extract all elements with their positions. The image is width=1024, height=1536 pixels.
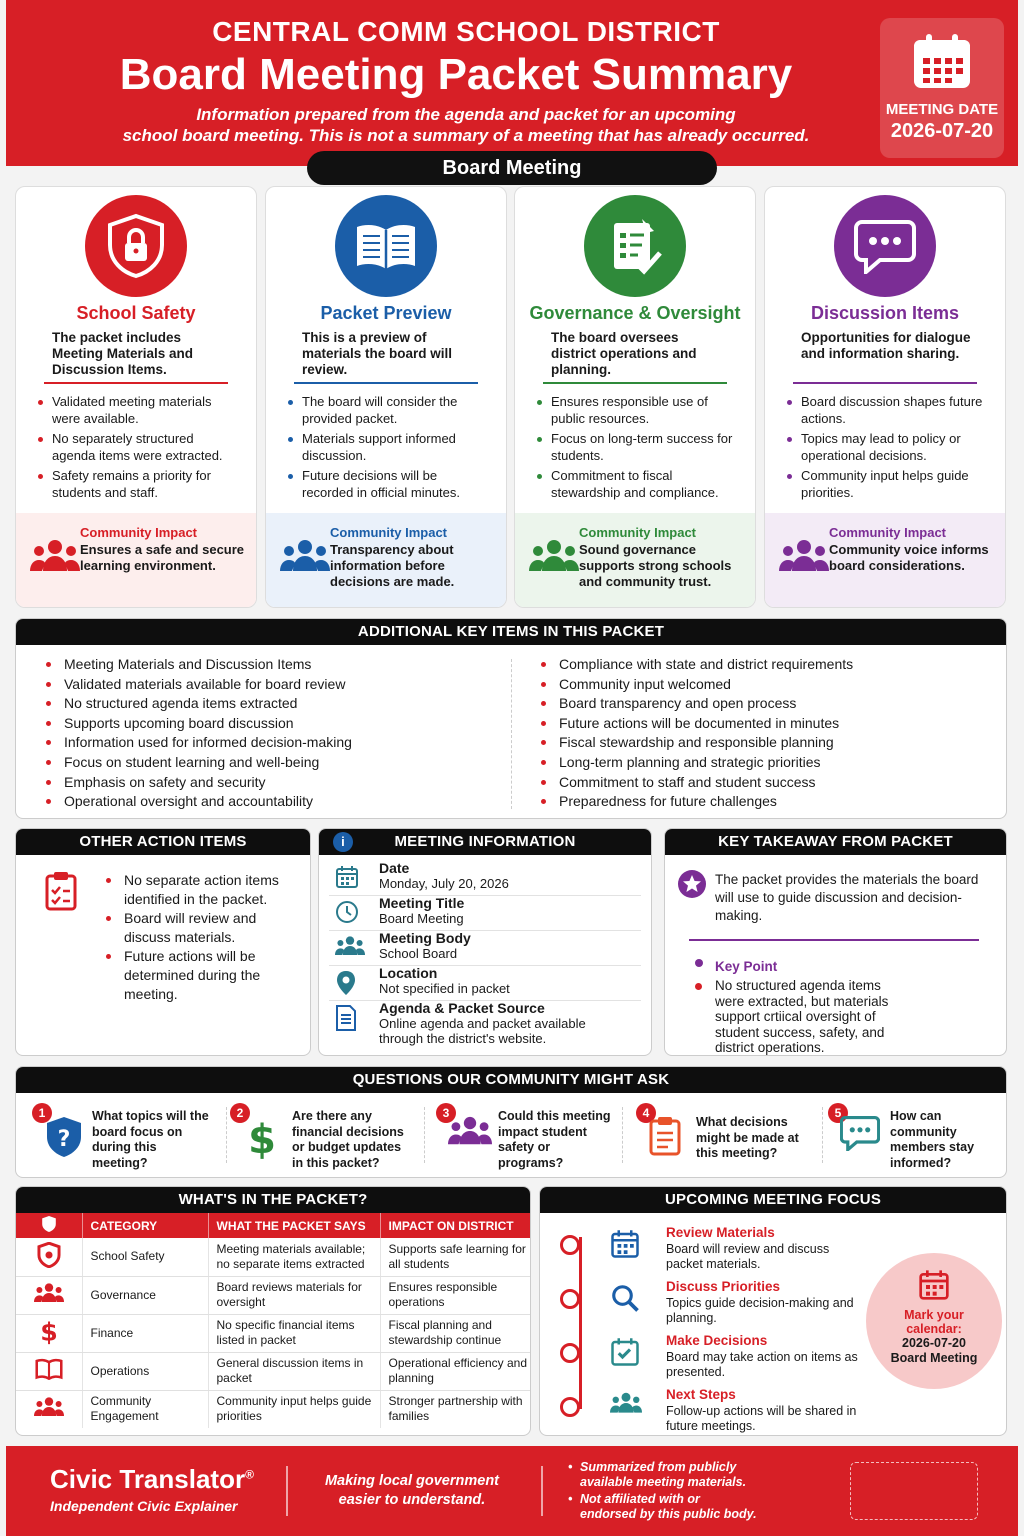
people-icon bbox=[280, 539, 330, 573]
impact-text: Community voice informs board considerations. bbox=[829, 542, 989, 573]
additional-right-list bbox=[541, 655, 991, 812]
section-title: ADDITIONAL KEY ITEMS IN THIS PACKET bbox=[16, 619, 1006, 645]
reminder-text: Mark your bbox=[904, 1308, 964, 1322]
card-bullets bbox=[765, 394, 1005, 501]
card-icon-circle bbox=[85, 195, 187, 297]
card-icon-circle bbox=[335, 195, 437, 297]
list-item: Compliance with state and district requirements bbox=[541, 655, 991, 675]
open-book-icon bbox=[35, 1358, 63, 1380]
action-items-list bbox=[106, 871, 296, 1004]
row-icon-cell bbox=[16, 1352, 82, 1390]
card-governance bbox=[514, 186, 756, 608]
reminder-text: calendar: bbox=[906, 1322, 962, 1336]
board-meeting-pill: Board Meeting bbox=[307, 151, 717, 185]
table-cell: Operational efficiency and planning bbox=[380, 1352, 530, 1390]
list-item: Validated meeting materials were available. bbox=[52, 394, 240, 427]
section-title: WHAT'S IN THE PACKET? bbox=[16, 1187, 530, 1213]
document-icon bbox=[335, 1005, 357, 1031]
list-item: Ensures responsible use of public resources. bbox=[551, 394, 739, 427]
info-label: Agenda & Packet Source bbox=[379, 1000, 545, 1016]
table-row bbox=[16, 1314, 530, 1352]
focus-text: Board will review and discuss packet materials. bbox=[666, 1242, 830, 1271]
additional-key-items bbox=[15, 618, 1007, 819]
footer-note: • Not affiliated with or endorsed by this public body. bbox=[580, 1492, 820, 1522]
impact-text: Transparency about information before decisions are made. bbox=[330, 542, 455, 589]
timeline-dot bbox=[560, 1397, 580, 1417]
footer-divider bbox=[541, 1466, 543, 1516]
card-divider bbox=[44, 382, 228, 384]
focus-title: Discuss Priorities bbox=[666, 1279, 781, 1294]
card-divider bbox=[793, 382, 977, 384]
focus-item bbox=[560, 1225, 880, 1275]
page-title: Board Meeting Packet Summary bbox=[119, 50, 793, 99]
focus-title: Review Materials bbox=[666, 1225, 775, 1240]
table-cell: Governance bbox=[82, 1276, 208, 1314]
list-item: Materials support informed discussion. bbox=[302, 431, 490, 464]
card-title: Governance & Oversight bbox=[529, 303, 741, 323]
list-item: Board discussion shapes future actions. bbox=[801, 394, 989, 427]
list-item: Preparedness for future challenges bbox=[541, 792, 991, 812]
list-item: Future actions will be determined during the meeting. bbox=[106, 947, 296, 1004]
header-banner bbox=[6, 0, 1018, 166]
info-icon: i bbox=[333, 832, 353, 852]
question-text: Are there any financial decisions or budget updates in this packet? bbox=[292, 1109, 404, 1170]
info-row-source bbox=[329, 1001, 641, 1051]
column-header: IMPACT ON DISTRICT bbox=[380, 1213, 530, 1238]
meeting-info-rows bbox=[319, 855, 651, 1051]
community-impact bbox=[765, 513, 1005, 607]
footer-divider bbox=[286, 1466, 288, 1516]
upcoming-meeting-focus bbox=[539, 1186, 1007, 1436]
svg-text:$: $ bbox=[39, 1317, 58, 1345]
question-item bbox=[32, 1103, 232, 1170]
question-number: 5 bbox=[828, 1103, 848, 1123]
header-icon-cell bbox=[16, 1213, 82, 1238]
card-lead: Opportunities for dialogue and information sharing. bbox=[801, 330, 971, 361]
people-icon bbox=[34, 1282, 64, 1304]
takeaway-text: The packet provides the materials the board will use to guide discussion and decision-making. bbox=[715, 872, 979, 923]
list-item: Focus on student learning and well-being bbox=[46, 753, 506, 773]
checklist-icon bbox=[606, 215, 664, 277]
focus-title: Make Decisions bbox=[666, 1333, 768, 1348]
list-item: No separate action items identified in the packet. bbox=[106, 871, 296, 909]
question-text: How can community members stay informed? bbox=[890, 1109, 975, 1170]
calendar-icon bbox=[610, 1229, 640, 1259]
other-action-items bbox=[15, 828, 311, 1056]
brand-text: Civic Translator bbox=[50, 1464, 246, 1494]
shield-question-icon bbox=[44, 1115, 84, 1159]
people-icon bbox=[34, 1396, 64, 1418]
subtitle-line: Information prepared from the agenda and packet for an upcoming bbox=[196, 105, 736, 124]
table-cell: Ensures responsible operations bbox=[380, 1276, 530, 1314]
list-item: Supports upcoming board discussion bbox=[46, 714, 506, 734]
table-cell: Meeting materials available; no separate items extracted bbox=[208, 1238, 380, 1276]
list-item: Fiscal stewardship and responsible planning bbox=[541, 733, 991, 753]
list-item: Operational oversight and accountability bbox=[46, 792, 506, 812]
note-line: endorsed by this public body. bbox=[580, 1507, 757, 1521]
meeting-date-box bbox=[880, 18, 1004, 158]
key-point-label: Key Point bbox=[715, 959, 778, 974]
card-icon-circle bbox=[834, 195, 936, 297]
list-item: Validated materials available for board review bbox=[46, 675, 506, 695]
list-item: Long-term planning and strategic priorities bbox=[541, 753, 991, 773]
timeline-dot bbox=[560, 1289, 580, 1309]
card-bullets bbox=[515, 394, 755, 501]
table-cell: Stronger partnership with families bbox=[388, 1394, 523, 1424]
key-point-bullet bbox=[695, 983, 702, 990]
info-label: Location bbox=[379, 965, 438, 981]
info-label: Meeting Body bbox=[379, 930, 471, 946]
additional-left-list bbox=[46, 655, 506, 812]
calendar-icon bbox=[335, 865, 359, 889]
footer-mission bbox=[302, 1472, 522, 1510]
community-impact bbox=[266, 513, 506, 607]
check-calendar-icon bbox=[610, 1337, 640, 1367]
note-line: Not affiliated with or bbox=[580, 1492, 700, 1506]
reminder-event: Board Meeting bbox=[890, 1351, 978, 1365]
list-item: Community input helps guide priorities. bbox=[801, 468, 989, 501]
card-lead: The packet includes Meeting Materials and Discussion Items. bbox=[52, 330, 194, 377]
takeaway-divider bbox=[689, 939, 979, 941]
district-name: CENTRAL COMM SCHOOL DISTRICT bbox=[212, 16, 720, 47]
note-line: available meeting materials. bbox=[580, 1475, 747, 1489]
page-subtitle bbox=[66, 104, 866, 146]
star-icon bbox=[677, 869, 707, 899]
packet-table-section bbox=[15, 1186, 531, 1436]
question-text: What topics will the board focus on during this meeting? bbox=[92, 1109, 209, 1170]
card-title: School Safety bbox=[76, 303, 196, 323]
card-bullets bbox=[16, 394, 256, 501]
impact-title: Community Impact bbox=[80, 525, 198, 540]
focus-title: Next Steps bbox=[666, 1387, 736, 1402]
list-item: Board will review and discuss materials. bbox=[106, 909, 296, 947]
card-discussion-items bbox=[764, 186, 1006, 608]
key-point-text: No structured agenda items were extracted, but materials support crtiical oversight of student success, safety, and district operations. bbox=[715, 978, 889, 1055]
question-number: 1 bbox=[32, 1103, 52, 1123]
list-item: Topics may lead to policy or operational decisions. bbox=[801, 431, 989, 464]
column-divider bbox=[511, 659, 512, 809]
section-title: QUESTIONS OUR COMMUNITY MIGHT ASK bbox=[16, 1067, 1006, 1093]
list-item: Safety remains a priority for students and staff. bbox=[52, 468, 240, 501]
card-divider bbox=[294, 382, 478, 384]
note-line: Summarized from publicly bbox=[580, 1460, 737, 1474]
impact-title: Community Impact bbox=[829, 525, 947, 540]
table-cell: Operations bbox=[82, 1352, 208, 1390]
list-item: Commitment to fiscal stewardship and compliance. bbox=[551, 468, 739, 501]
registered-mark: ® bbox=[245, 1467, 254, 1482]
section-title: OTHER ACTION ITEMS bbox=[16, 829, 310, 855]
section-title: UPCOMING MEETING FOCUS bbox=[540, 1187, 1006, 1213]
section-title: KEY TAKEAWAY FROM PACKET bbox=[665, 829, 1006, 855]
impact-text: Sound governance supports strong schools and community trust. bbox=[579, 542, 732, 589]
list-item: Emphasis on safety and security bbox=[46, 773, 506, 793]
question-text: What decisions might be made at this meeting? bbox=[696, 1115, 799, 1160]
card-lead: This is a preview of materials the board will review. bbox=[302, 330, 453, 377]
footer-note: • Summarized from publicly available meeting materials. bbox=[580, 1460, 820, 1490]
question-number: 4 bbox=[636, 1103, 656, 1123]
key-point-bullet bbox=[695, 959, 703, 967]
question-divider bbox=[424, 1107, 425, 1163]
row-icon-cell bbox=[16, 1276, 82, 1314]
people-icon bbox=[448, 1115, 492, 1147]
card-title: Packet Preview bbox=[320, 303, 452, 323]
table-cell: Board reviews materials for oversight bbox=[208, 1276, 380, 1314]
chat-bubble-icon bbox=[840, 1115, 880, 1151]
brand-name bbox=[50, 1464, 254, 1495]
column-header: WHAT THE PACKET SAYS bbox=[208, 1213, 380, 1238]
shield-lock-icon bbox=[105, 213, 167, 279]
dollar-icon bbox=[242, 1115, 282, 1159]
people-icon bbox=[610, 1391, 642, 1415]
subtitle-line: school board meeting. This is not a summary of a meeting that has already occurred. bbox=[122, 126, 810, 145]
meeting-information bbox=[318, 828, 652, 1056]
timeline-dot bbox=[560, 1235, 580, 1255]
list-item: Future decisions will be recorded in official minutes. bbox=[302, 468, 490, 501]
card-divider bbox=[543, 382, 727, 384]
dollar-icon bbox=[37, 1317, 61, 1345]
table-cell: School Safety bbox=[82, 1238, 208, 1276]
impact-title: Community Impact bbox=[579, 525, 697, 540]
card-bullets bbox=[266, 394, 506, 501]
table-cell: Community Engagement bbox=[82, 1390, 208, 1428]
focus-item bbox=[560, 1333, 880, 1383]
list-item: Future actions will be documented in minutes bbox=[541, 714, 991, 734]
mission-line: easier to understand. bbox=[338, 1492, 486, 1508]
mission-line: Making local government bbox=[324, 1473, 500, 1489]
question-item bbox=[636, 1103, 836, 1163]
info-value: School Board bbox=[379, 946, 458, 961]
footer bbox=[6, 1446, 1018, 1536]
brand-tagline: Independent Civic Explainer bbox=[50, 1498, 238, 1514]
meeting-date-value: 2026-07-20 bbox=[890, 120, 994, 142]
info-value: Monday, July 20, 2026 bbox=[379, 876, 509, 891]
section-title bbox=[319, 829, 651, 855]
clock-icon bbox=[335, 900, 359, 924]
community-impact bbox=[515, 513, 755, 607]
question-number: 2 bbox=[230, 1103, 250, 1123]
card-title: Discussion Items bbox=[810, 303, 960, 323]
list-item: Focus on long-term success for students. bbox=[551, 431, 739, 464]
row-icon-cell bbox=[16, 1314, 82, 1352]
timeline-dot bbox=[560, 1343, 580, 1363]
list-item: The board will consider the provided packet. bbox=[302, 394, 490, 427]
question-divider bbox=[622, 1107, 623, 1163]
table-row bbox=[16, 1276, 530, 1314]
people-icon bbox=[335, 935, 365, 957]
chat-bubble-icon bbox=[854, 218, 916, 274]
question-item bbox=[230, 1103, 430, 1170]
community-questions bbox=[15, 1066, 1007, 1178]
card-lead: The board oversees district operations and planning. bbox=[551, 330, 697, 377]
focus-text: Follow-up actions will be shared in future meetings. bbox=[666, 1404, 857, 1433]
table-cell: No specific financial items listed in packet bbox=[208, 1314, 380, 1352]
key-takeaway bbox=[664, 828, 1007, 1056]
community-impact bbox=[16, 513, 256, 607]
list-item: No separately structured agenda items were extracted. bbox=[52, 431, 240, 464]
list-item: No structured agenda items extracted bbox=[46, 694, 506, 714]
info-value: Board Meeting bbox=[379, 911, 464, 926]
calendar-icon bbox=[917, 1269, 951, 1301]
question-item bbox=[828, 1103, 1007, 1170]
calendar-reminder bbox=[866, 1253, 1002, 1389]
table-header-row bbox=[16, 1213, 530, 1238]
card-school-safety bbox=[15, 186, 257, 608]
table-cell: Community input helps guide priorities bbox=[208, 1390, 380, 1428]
calendar-icon bbox=[910, 32, 974, 90]
info-value: Not specified in packet bbox=[379, 981, 510, 996]
question-divider bbox=[822, 1107, 823, 1163]
card-packet-preview bbox=[265, 186, 507, 608]
impact-text: Ensures a safe and secure learning environment. bbox=[80, 542, 245, 573]
footer-notes bbox=[568, 1460, 820, 1522]
card-icon-circle bbox=[584, 195, 686, 297]
focus-item bbox=[560, 1387, 880, 1436]
row-icon-cell bbox=[16, 1390, 82, 1428]
info-row-date bbox=[329, 861, 641, 896]
info-row-body bbox=[329, 931, 641, 966]
people-icon bbox=[30, 539, 80, 573]
shield-icon bbox=[41, 1215, 57, 1233]
table-row bbox=[16, 1352, 530, 1390]
info-row-title bbox=[329, 896, 641, 931]
list-item: Commitment to staff and student success bbox=[541, 773, 991, 793]
info-value: Online agenda and packet available through the district's website. bbox=[379, 1016, 586, 1046]
list-item: Board transparency and open process bbox=[541, 694, 991, 714]
section-title-text: MEETING INFORMATION bbox=[394, 833, 576, 850]
focus-item bbox=[560, 1279, 880, 1329]
shield-icon bbox=[37, 1242, 61, 1268]
table-cell: Supports safe learning for all students bbox=[380, 1238, 530, 1276]
question-number: 3 bbox=[436, 1103, 456, 1123]
column-header: CATEGORY bbox=[82, 1213, 208, 1238]
magnifier-icon bbox=[610, 1283, 640, 1313]
meeting-date-label: MEETING DATE bbox=[885, 101, 999, 118]
question-text: Could this meeting impact student safety or programs? bbox=[498, 1109, 611, 1170]
list-item: Community input welcomed bbox=[541, 675, 991, 695]
question-item bbox=[436, 1103, 636, 1170]
focus-text: Topics guide decision-making and planning. bbox=[666, 1296, 854, 1325]
svg-text:?: ? bbox=[57, 1127, 71, 1152]
impact-title: Community Impact bbox=[330, 525, 448, 540]
list-item: Information used for informed decision-making bbox=[46, 733, 506, 753]
list-item: Meeting Materials and Discussion Items bbox=[46, 655, 506, 675]
info-row-location bbox=[329, 966, 641, 1001]
people-icon bbox=[779, 539, 829, 573]
clipboard-icon bbox=[44, 871, 78, 911]
focus-text: Board may take action on items as presented. bbox=[666, 1350, 858, 1379]
map-pin-icon bbox=[335, 970, 357, 996]
clipboard-icon bbox=[648, 1115, 682, 1157]
info-label: Date bbox=[379, 860, 410, 876]
info-label: Meeting Title bbox=[379, 895, 465, 911]
table-cell: Finance bbox=[82, 1314, 208, 1352]
reminder-date: 2026-07-20 bbox=[902, 1336, 966, 1350]
table-row bbox=[16, 1390, 530, 1428]
open-book-icon bbox=[353, 220, 419, 272]
table-cell: Fiscal planning and stewardship continue bbox=[380, 1314, 530, 1352]
people-icon bbox=[529, 539, 579, 573]
logo-placeholder bbox=[850, 1462, 978, 1520]
question-divider bbox=[226, 1107, 227, 1163]
svg-text:$: $ bbox=[248, 1117, 276, 1159]
table-cell: General discussion items in packet bbox=[208, 1352, 380, 1390]
table-row bbox=[16, 1238, 530, 1276]
row-icon-cell bbox=[16, 1238, 82, 1276]
packet-table bbox=[16, 1213, 530, 1428]
